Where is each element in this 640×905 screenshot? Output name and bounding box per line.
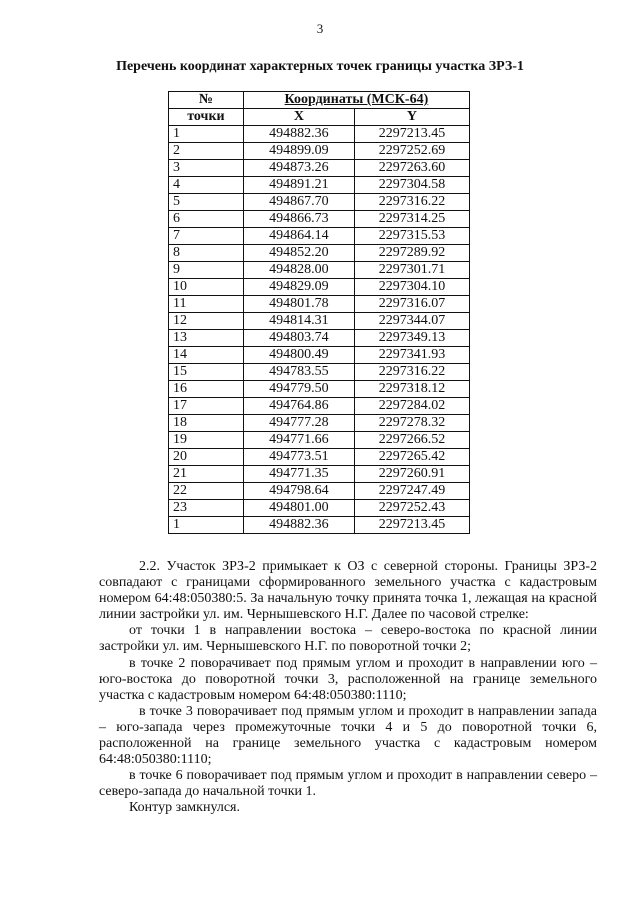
x-coordinate-cell: 494899.09 bbox=[243, 143, 354, 160]
y-coordinate-cell: 2297318.12 bbox=[354, 381, 469, 398]
table-row bbox=[169, 194, 470, 211]
point-number-cell: 20 bbox=[169, 449, 244, 466]
table-row bbox=[169, 330, 470, 347]
paragraph-closing: Контур замкнулся. bbox=[129, 800, 240, 816]
point-number-cell: 15 bbox=[169, 364, 244, 381]
x-coordinate-cell: 494764.86 bbox=[243, 398, 354, 415]
x-coordinate-cell: 494852.20 bbox=[243, 245, 354, 262]
table-row bbox=[169, 466, 470, 483]
table-row bbox=[169, 364, 470, 381]
x-coordinate-cell: 494801.78 bbox=[243, 296, 354, 313]
point-number-cell: 7 bbox=[169, 228, 244, 245]
table-row bbox=[169, 245, 470, 262]
x-coordinate-cell: 494866.73 bbox=[243, 211, 354, 228]
y-coordinate-cell: 2297316.07 bbox=[354, 296, 469, 313]
table-row bbox=[169, 262, 470, 279]
page-number: 3 bbox=[316, 21, 324, 36]
table-row bbox=[169, 126, 470, 143]
table-row bbox=[169, 517, 470, 534]
y-coordinate-cell: 2297341.93 bbox=[354, 347, 469, 364]
y-coordinate-cell: 2297278.32 bbox=[354, 415, 469, 432]
point-number-cell: 13 bbox=[169, 330, 244, 347]
table-row bbox=[169, 500, 470, 517]
table-row bbox=[169, 347, 470, 364]
point-number-cell: 19 bbox=[169, 432, 244, 449]
point-number-cell: 12 bbox=[169, 313, 244, 330]
y-coordinate-cell: 2297213.45 bbox=[354, 126, 469, 143]
y-coordinate-cell: 2297304.58 bbox=[354, 177, 469, 194]
x-coordinate-cell: 494773.51 bbox=[243, 449, 354, 466]
body-text bbox=[99, 559, 597, 817]
point-number-cell: 16 bbox=[169, 381, 244, 398]
table-row bbox=[169, 228, 470, 245]
x-coordinate-cell: 494828.00 bbox=[243, 262, 354, 279]
table-row bbox=[169, 177, 470, 194]
x-coordinate-cell: 494771.35 bbox=[243, 466, 354, 483]
y-coordinate-cell: 2297349.13 bbox=[354, 330, 469, 347]
table-row bbox=[169, 415, 470, 432]
table-row bbox=[169, 279, 470, 296]
y-coordinate-cell: 2297252.43 bbox=[354, 500, 469, 517]
table-row bbox=[169, 432, 470, 449]
y-coordinate-cell: 2297314.25 bbox=[354, 211, 469, 228]
y-coordinate-cell: 2297289.92 bbox=[354, 245, 469, 262]
x-coordinate-cell: 494864.14 bbox=[243, 228, 354, 245]
x-coordinate-cell: 494777.28 bbox=[243, 415, 354, 432]
y-coordinate-cell: 2297344.07 bbox=[354, 313, 469, 330]
page-title: Перечень координат характерных точек границы участка ЗРЗ-1 bbox=[116, 59, 524, 74]
x-coordinate-cell: 494800.49 bbox=[243, 347, 354, 364]
point-number-cell: 14 bbox=[169, 347, 244, 364]
point-number-cell: 5 bbox=[169, 194, 244, 211]
y-coordinate-cell: 2297266.52 bbox=[354, 432, 469, 449]
header-point-number: № bbox=[169, 92, 244, 109]
x-coordinate-cell: 494867.70 bbox=[243, 194, 354, 211]
table-row bbox=[169, 143, 470, 160]
y-coordinate-cell: 2297260.91 bbox=[354, 466, 469, 483]
paragraph-description: 2.2. Участок ЗРЗ-2 примыкает к ОЗ с северной стороны. Границы ЗРЗ-2 совпадают с границами сформированного земельного участка с кадастровым номером 64:48:050380:5. За начальную точку принята точка 1, лежащая на красной линии застройки ул. им. Чернышевского Н.Г. Далее по часовой стрелке: bbox=[99, 559, 597, 623]
table-row bbox=[169, 211, 470, 228]
x-coordinate-cell: 494891.21 bbox=[243, 177, 354, 194]
header-x: X bbox=[243, 109, 354, 126]
header-point-label: точки bbox=[169, 109, 244, 126]
point-number-cell: 22 bbox=[169, 483, 244, 500]
x-coordinate-cell: 494779.50 bbox=[243, 381, 354, 398]
point-number-cell: 1 bbox=[169, 126, 244, 143]
x-coordinate-cell: 494798.64 bbox=[243, 483, 354, 500]
header-coordinates: Координаты (МСК-64) bbox=[243, 92, 469, 109]
point-number-cell: 11 bbox=[169, 296, 244, 313]
x-coordinate-cell: 494801.00 bbox=[243, 500, 354, 517]
paragraph-segment-3: в точке 3 поворачивает под прямым углом и проходит в направлении запада – юго-запада через промежуточные точки 4 и 5 до поворотной точки 6, расположенной на границе земельного участка с кадастровым номером 64:48:050380:1110; bbox=[99, 703, 597, 768]
y-coordinate-cell: 2297263.60 bbox=[354, 160, 469, 177]
y-coordinate-cell: 2297315.53 bbox=[354, 228, 469, 245]
x-coordinate-cell: 494873.26 bbox=[243, 160, 354, 177]
y-coordinate-cell: 2297304.10 bbox=[354, 279, 469, 296]
coordinates-table bbox=[168, 91, 470, 534]
point-number-cell: 21 bbox=[169, 466, 244, 483]
point-number-cell: 10 bbox=[169, 279, 244, 296]
x-coordinate-cell: 494803.74 bbox=[243, 330, 354, 347]
table-row bbox=[169, 449, 470, 466]
point-number-cell: 6 bbox=[169, 211, 244, 228]
x-coordinate-cell: 494771.66 bbox=[243, 432, 354, 449]
point-number-cell: 9 bbox=[169, 262, 244, 279]
y-coordinate-cell: 2297284.02 bbox=[354, 398, 469, 415]
point-number-cell: 1 bbox=[169, 517, 244, 534]
y-coordinate-cell: 2297252.69 bbox=[354, 143, 469, 160]
table-row bbox=[169, 398, 470, 415]
y-coordinate-cell: 2297301.71 bbox=[354, 262, 469, 279]
point-number-cell: 17 bbox=[169, 398, 244, 415]
point-number-cell: 3 bbox=[169, 160, 244, 177]
table-row bbox=[169, 483, 470, 500]
header-y: Y bbox=[354, 109, 469, 126]
x-coordinate-cell: 494882.36 bbox=[243, 126, 354, 143]
point-number-cell: 8 bbox=[169, 245, 244, 262]
x-coordinate-cell: 494882.36 bbox=[243, 517, 354, 534]
point-number-cell: 23 bbox=[169, 500, 244, 517]
y-coordinate-cell: 2297213.45 bbox=[354, 517, 469, 534]
table-row bbox=[169, 160, 470, 177]
table-row bbox=[169, 381, 470, 398]
paragraph-segment-1: от точки 1 в направлении востока – северо-востока по красной линии застройки ул. им. Чернышевского Н.Г. по поворотной точки 2; bbox=[99, 623, 597, 655]
table-row bbox=[169, 296, 470, 313]
coordinates-table-body bbox=[169, 126, 470, 534]
point-number-cell: 2 bbox=[169, 143, 244, 160]
paragraph-segment-4: в точке 6 поворачивает под прямым углом и проходит в направлении северо – северо-запада до начальной точки 1. bbox=[99, 768, 597, 800]
y-coordinate-cell: 2297247.49 bbox=[354, 483, 469, 500]
table-row bbox=[169, 313, 470, 330]
paragraph-segment-2: в точке 2 поворачивает под прямым углом и проходит в направлении юго – юго-востока до поворотной точки 3, расположенной на границе земельного участка с кадастровым номером 64:48:050380:1110; bbox=[99, 655, 597, 703]
point-number-cell: 18 bbox=[169, 415, 244, 432]
y-coordinate-cell: 2297316.22 bbox=[354, 364, 469, 381]
x-coordinate-cell: 494814.31 bbox=[243, 313, 354, 330]
point-number-cell: 4 bbox=[169, 177, 244, 194]
x-coordinate-cell: 494783.55 bbox=[243, 364, 354, 381]
y-coordinate-cell: 2297265.42 bbox=[354, 449, 469, 466]
y-coordinate-cell: 2297316.22 bbox=[354, 194, 469, 211]
x-coordinate-cell: 494829.09 bbox=[243, 279, 354, 296]
